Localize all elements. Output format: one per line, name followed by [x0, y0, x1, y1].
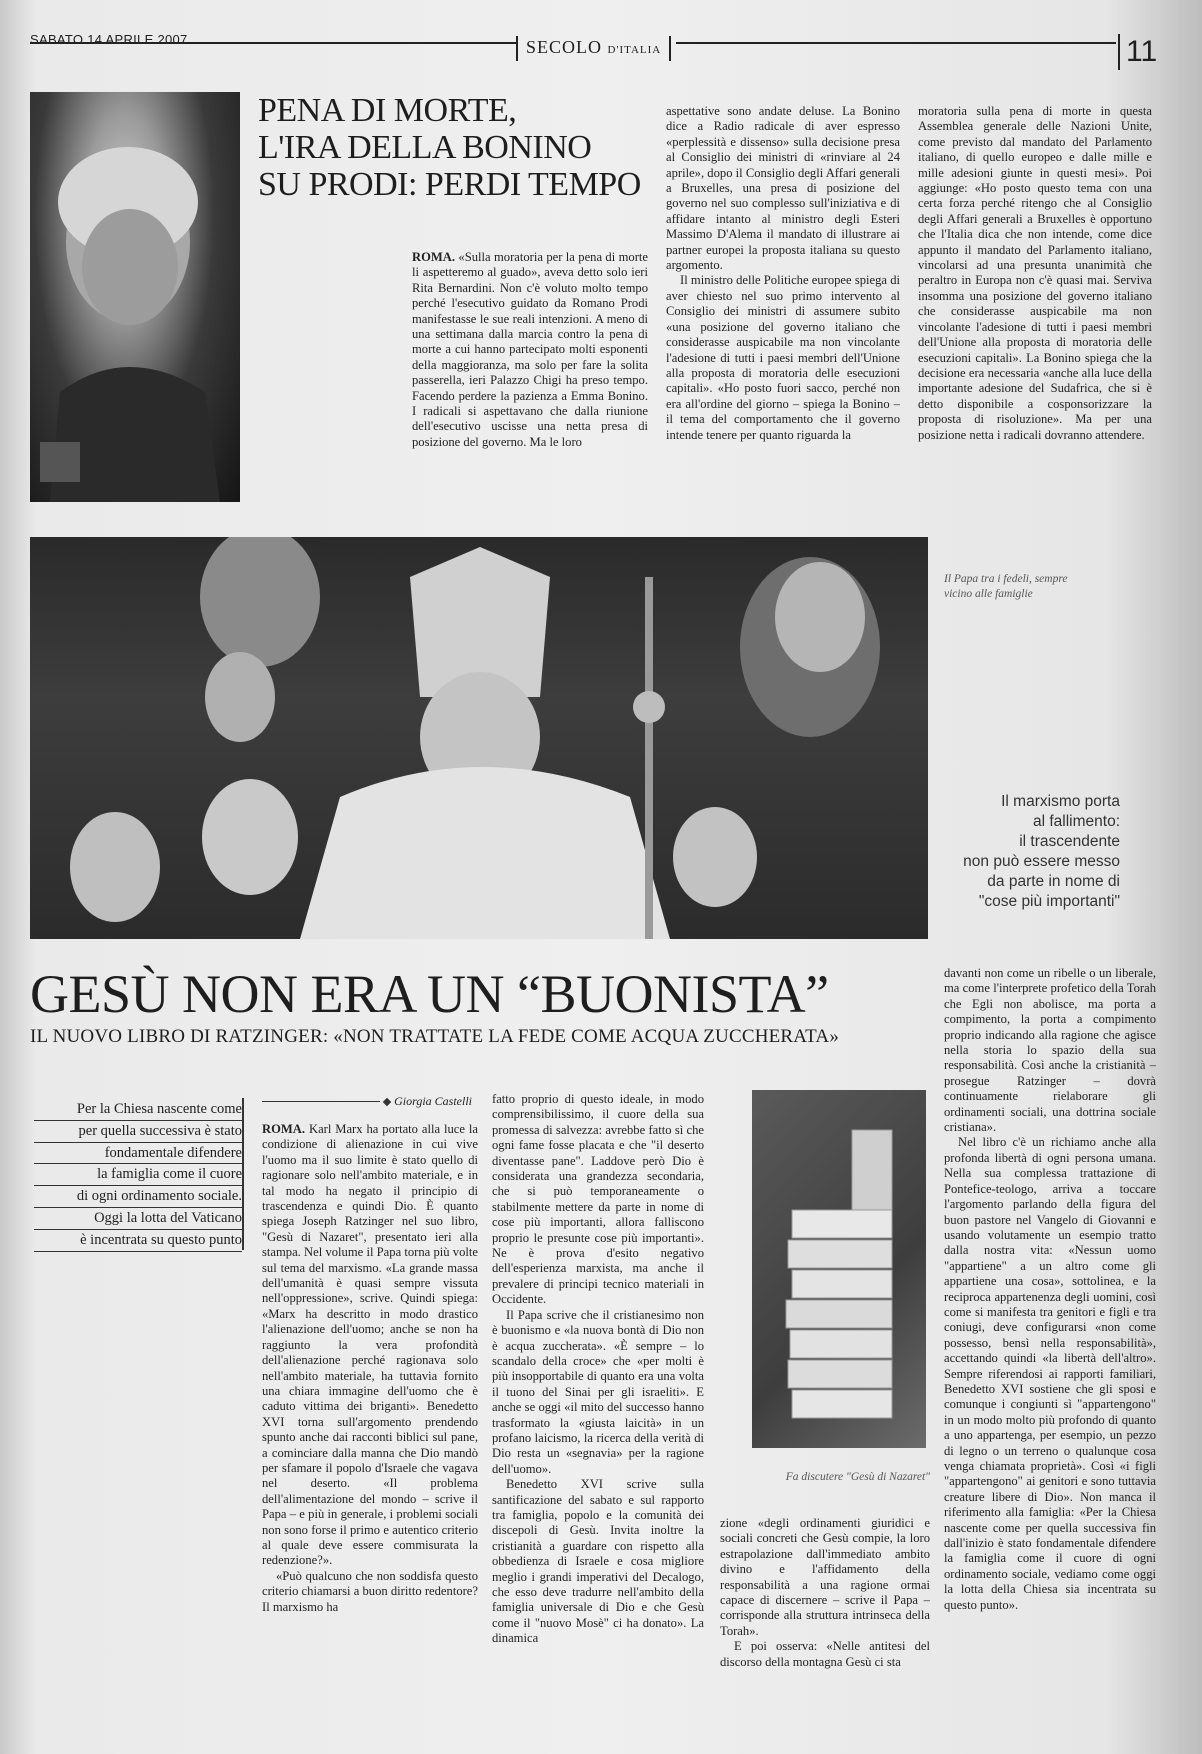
photo-caption-pope: Il Papa tra i fedeli, sempre vicino alle famiglie [944, 573, 1068, 600]
article2-paragraph: Benedetto XVI scrive sulla santificazione del sabato e sul rapporto tra famiglia, popolo e la comunità dei discepoli di Gesù. Invita inoltre la cristianità a guardare con rispetto alla obbedienza di Israele e cosa migliore meglio i grandi imperativi del Decalogo, che esso deve tradurre nell'ambito della famiglia universale di Dio e che Gesù come il "nuovo Mosè" ci ha donato». La dinamica [492, 1477, 704, 1646]
article1-headline-line: PENA DI MORTE, [258, 92, 517, 129]
sidebar-quote-line: fondamentale difendere [34, 1143, 242, 1165]
pull-quote-line: "cose più importanti" [978, 893, 1120, 910]
masthead-title: SECOLO [526, 37, 603, 57]
article2-paragraph: Nel libro c'è un richiamo anche alla profonda libertà di ogni persona umana. Nella sua complessa trattazione di Pontefice-teologo, arriva a toccare l'argomento parlando della figura del buon pastore nel Vangelo di Giovanni e usando volutamente un esempio tratto dalla nostra vita: «Nessun uomo "appartiene" a un altro come gli appartiene una cosa», sottolinea, e la reciproca appartenenza degli uomini, così come si manifesta tra genitori e figli e tra coniugi, deve configurarsi «non come possesso, bensì nella responsabilità», accettando quindi «la libertà dell'altro». Sempre riferendosi ai rapporti familiari, Benedetto XVI sostiene che gli sposi e comunque i congiunti sì "appartengono" in un modo molto più profondo di quanto a uno appartenga, per esempio, un pezzo di legno o un terreno o qualunque cosa venga chiamata proprietà». Così «i figli "appartengono" ai genitori e sono tuttavia creature libere di Dio». Non manca il riferimento alla famiglia: «Per la Chiesa nascente come per quella successiva fin dall'inizio è stato fondamentale difendere la famiglia come il cuore di ogni ordinamento sociale, vediamo come oggi la lotta della Chiesa sia incentrata su questo punto». [944, 1135, 1156, 1612]
pull-quote [930, 792, 1120, 912]
masthead [516, 36, 671, 61]
article2-paragraph [262, 1122, 478, 1569]
article1-paragraph: Il ministro delle Politiche europee spiega di aver chiesto nel suo primo intervento al Consiglio dei ministri di assumere subito «una posizione del governo italiano che considerasse auspicabile ma non vincolante l'adesione di tutti i paesi membri dell'Unione alla proposta di moratoria delle esecuzioni capitali». «Ho posto fuori sacco, perché non era all'ordine del giorno – spiega la Bonino – il tema del comportamento che il governo intende tenere per quanto riguarda la [666, 273, 900, 442]
article2-paragraph: zione «degli ordinamenti giuridici e sociali concreti che Gesù compie, la loro estrapolazione dall'immediato ambito divino e l'affidamento della responsabilità a una ragione ormai capace di discernere – scrive il Papa – corrisponde alla struttura intrinseca della Torah». [720, 1516, 930, 1638]
byline-author: Giorgia Castelli [394, 1094, 472, 1108]
sidebar-quote-line: Per la Chiesa nascente come [34, 1099, 242, 1121]
sidebar-quote-line: è incentrata su questo punto [34, 1230, 242, 1252]
photo-book-stack [752, 1090, 926, 1448]
pull-quote-line: al fallimento: [1032, 813, 1120, 830]
pull-quote-line: Il marxismo porta [1001, 793, 1120, 810]
article1-column-2 [666, 104, 900, 508]
article1-dateline: ROMA. [412, 250, 456, 264]
article2-text: Karl Marx ha portato alla luce la condizione di alienazione in cui vive l'uomo ma il suo limite è stato quello di ragionare solo nell'ambito materiale, e in tal modo ha negato il principio di trascendenza e quindi Dio. È quanto spiega Joseph Ratzinger nel suo libro, "Gesù di Nazaret", presentato ieri alla stampa. Nel volume il Papa torna più volte sul tema del marxismo. «La grande massa dell'umanità è quasi sempre vissuta nell'oppressione», scrive. Quindi spiega: «Marx ha descritto in modo drastico l'alienazione dell'uomo; anche se non ha raggiunto la vera profondità dell'alienazione perché ragionava solo nell'ambito materiale, ha tuttavia fornito una chiara immagine dell'uomo che è caduto vittima dei briganti». Benedetto XVI torna sull'argomento prendendo spunto anche dai racconti biblici sul pane, a cominciare dalla manna che Dio mandò per sfamare il popolo d'Israele che vagava nel deserto. «Il problema dell'alimentazione del mondo – scrive il Papa – e più in generale, i problemi sociali non sono forse il primo e autentico criterio al quale deve essere commisurata la redenzione?». [262, 1122, 478, 1568]
byline-bullet-icon [383, 1098, 391, 1106]
sidebar-quote-line: Oggi la lotta del Vaticano [34, 1208, 242, 1230]
article2-column-1 [262, 1122, 478, 1688]
masthead-suffix: D'ITALIA [607, 44, 662, 56]
article2-paragraph: Il Papa scrive che il cristianesimo non è buonismo e «la nuova bontà di Dio non è acqua zuccherata». «È sempre – lo scandalo della croce» che «per molti è più insopportabile di quanto era una volta il tuono del Sinai per gli israeliti». E anche se oggi «il mito del successo hanno trasformato la «giusta laicità» in un profano laicismo, la ricerca della verità di Dio resta un «segnavia» per la ragione dell'uomo». [492, 1307, 704, 1476]
article1-headline [258, 92, 658, 203]
article1-paragraph: aspettative sono andate deluse. La Bonino dice a Radio radicale di aver espresso «perplessità e dissenso» sulla decisione presa al Consiglio dei ministri di «rinviare al 24 aprile», dopo il Consiglio degli Affari generali a Bruxelles, una presa di posizione del governo nel suo complesso sull'iniziativa e di affidare intanto al ministro degli Esteri Massimo D'Alema il mandato di illustrare ai partner europei la proposta italiana su questo argomento. [666, 104, 900, 273]
article2-dateline: ROMA. [262, 1122, 306, 1136]
photo-pope-with-faithful [30, 537, 928, 939]
article2-paragraph: fatto proprio di questo ideale, in modo comprensibilissimo, il cuore della sua promessa di salvezza: avrebbe fatto sì che ogni fame fosse placata e che "il deserto diventasse pane". Laddove però Dio è considerata una grandezza secondaria, che si può temporaneamente o stabilmente mettere da parte in nome di cose più importanti, allora falliscono proprio le presunte cose più importanti». Ne è prova d'esito negativo dell'esperienza marxista, ma anche il prevalere di principi tecnico materiali in Occidente. [492, 1092, 704, 1307]
header-rule-right [676, 42, 1116, 44]
article2-byline [262, 1094, 472, 1109]
article2-paragraph: davanti non come un ribelle o un liberale, ma come l'interprete profetico della Torah che Egli non abolisce, ma porta a compimento, la porta a compimento proprio indicando alla ragione che agisce nella storia lo spazio della sua responsabilità. Così anche la cristianità – prosegue Ratzinger – dovrà continuamente rielaborare gli ordinamenti sociali, una dottrina sociale cristiana». [944, 966, 1156, 1135]
photo-caption-book: Fa discutere "Gesù di Nazaret" [785, 1471, 930, 1483]
article2-paragraph: «Può qualcuno che non soddisfa questo criterio chiamarsi a buon diritto redentore? Il marxismo ha [262, 1568, 478, 1614]
article2-column-3 [720, 1516, 930, 1688]
article1-column-3 [918, 104, 1152, 508]
article1-paragraph: moratoria sulla pena di morte in questa Assemblea generale delle Nazioni Unite, come previsto dal mandato del Parlamento italiano, di quello europeo e dalle mille e mille adesioni giunte in questi mesi». Poi aggiunge: «Ho posto questo tema con una certa forza perché ritengo che al Consiglio degli Affari generali a Bruxelles è opportuno che l'Italia dica che non intende, come dice appunto il mandato del Parlamento italiano, vincolarsi ad una presunta unanimità che peraltro in Europa non c'è quasi mai. Serviva insomma una posizione del governo italiano che considerasse auspicabile ma non vincolante l'adesione di tutti i paesi membri dell'Unione alla proposta di moratoria delle esecuzioni capitali». La Bonino spiega che la decisione era necessaria «anche alla luce della importante adesione del Sudafrica, che si è detto disponibile a cosponsorizzare la proposta di risoluzione». Ma per una posizione netta i radicali dovranno attendere. [918, 104, 1152, 442]
portrait-figure [30, 92, 240, 502]
article2-paragraph: E poi osserva: «Nelle antitesi del discorso della montagna Gesù ci sta [720, 1639, 930, 1669]
sidebar-quote-line: per quella successiva è stato [34, 1121, 242, 1143]
article2-column-2 [492, 1092, 704, 1688]
article1-column-1 [412, 250, 648, 508]
header-date: SABATO 14 APRILE 2007 [30, 32, 188, 47]
sidebar-rule [242, 1098, 244, 1250]
pull-quote-line: non può essere messo [963, 853, 1120, 870]
article2-sidebar-quote [34, 1099, 242, 1252]
pull-quote-line: il trascendente [1019, 833, 1120, 850]
article2-subheadline: IL NUOVO LIBRO DI RATZINGER: «NON TRATTATE LA FEDE COME ACQUA ZUCCHERATA» [30, 1026, 840, 1047]
photo-emma-bonino [30, 92, 240, 502]
article2-headline: GESÙ NON ERA UN “BUONISTA” [30, 964, 829, 1024]
book-stack-figure [752, 1090, 926, 1448]
header-rule-left [30, 42, 516, 44]
article1-paragraph [412, 250, 648, 450]
article1-headline-line: L'IRA DELLA BONINO [258, 129, 592, 166]
sidebar-quote-line: di ogni ordinamento sociale. [34, 1186, 242, 1208]
page-number: 11 [1118, 34, 1157, 70]
pull-quote-line: da parte in nome di [987, 873, 1120, 890]
article1-text: «Sulla moratoria per la pena di morte li aspetteremo al guado», aveva detto solo ieri Rita Bernardini. Non c'è voluto molto tempo perché l'esecutivo guidato da Romano Prodi manifestasse le sue reali intenzioni. A meno di una settimana dalla marcia contro la pena di morte a cui hanno partecipato molti esponenti della maggioranza, ma solo per fare la solita passerella, ieri Palazzo Chigi ha preso tempo. Facendo perdere la pazienza a Emma Bonino. I radicali si aspettavano che dalla riunione dell'esecutivo uscisse una netta presa di posizione del governo. Ma le loro [412, 250, 648, 449]
article1-headline-line: SU PRODI: PERDI TEMPO [258, 166, 641, 203]
sidebar-quote-line: la famiglia come il cuore [34, 1164, 242, 1186]
pope-scene [30, 537, 928, 939]
article2-column-4 [944, 966, 1156, 1688]
